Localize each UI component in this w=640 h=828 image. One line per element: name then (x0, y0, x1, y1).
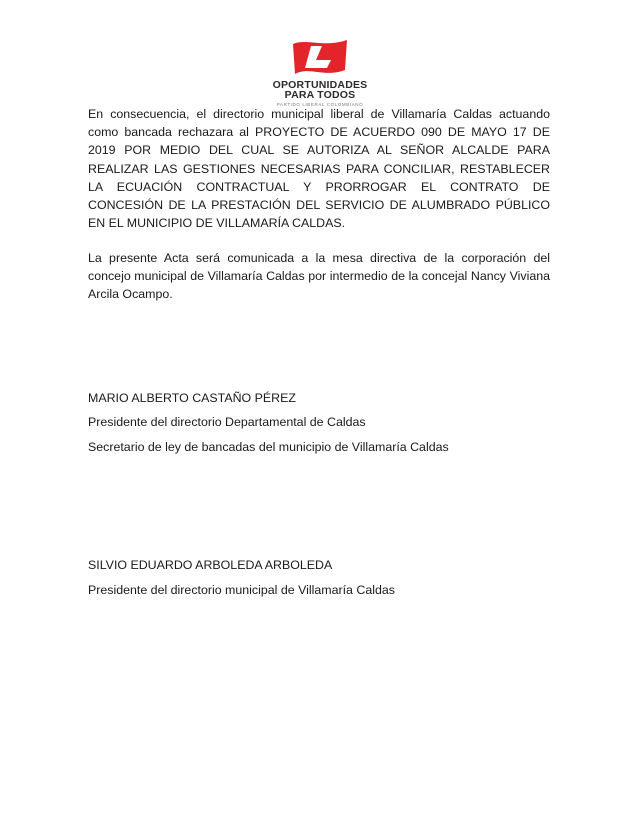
logo-text-line3: PARTIDO LIBERAL COLOMBIANO (276, 102, 364, 107)
paragraph-text: En consecuencia, el directorio municipal liberal de Villamaría Caldas actuando como bancada rechazara al PROYECTO DE ACUERDO 090 DE MAYO 17 DE 2019 POR MEDIO DEL CUAL SE AUTORIZA AL SEÑOR ALCALDE PARA REALIZAR LAS GESTIONES NECESARIAS PARA CONCILIAR, RESTABLECER LA ECUACIÓN CONTRACTUAL Y PRORROGAR EL CONTRATO DE CONCESIÓN DE LA PRESTACIÓN DEL SERVICIO DE ALUMBRADO PÚBLICO EN EL MUNICIPIO DE VILLAMARÍA CALDAS. (88, 107, 550, 231)
signatory-title: Presidente del directorio municipal de Villamaría Caldas (88, 583, 395, 597)
signatory-name: SILVIO EDUARDO ARBOLEDA ARBOLEDA (88, 558, 333, 572)
party-logo (262, 36, 378, 108)
paragraph-text: La presente Acta será comunicada a la mesa directiva de la corporación del concejo municipal de Villamaría Caldas por intermedio de la concejal Nancy Viviana Arcila Ocampo. (88, 251, 550, 302)
logo-text-line2: PARA TODOS (284, 89, 356, 101)
signatory-name: MARIO ALBERTO CASTAÑO PÉREZ (88, 391, 296, 405)
paragraph-communication (88, 249, 550, 304)
signatory-title: Presidente del directorio Departamental de Caldas (88, 415, 366, 429)
logo-text-line1: OPORTUNIDADES (272, 79, 368, 91)
paragraph-resolution (88, 105, 550, 232)
signatory-title: Secretario de ley de bancadas del municipio de Villamaría Caldas (88, 440, 449, 454)
liberal-flag-icon (289, 36, 351, 78)
